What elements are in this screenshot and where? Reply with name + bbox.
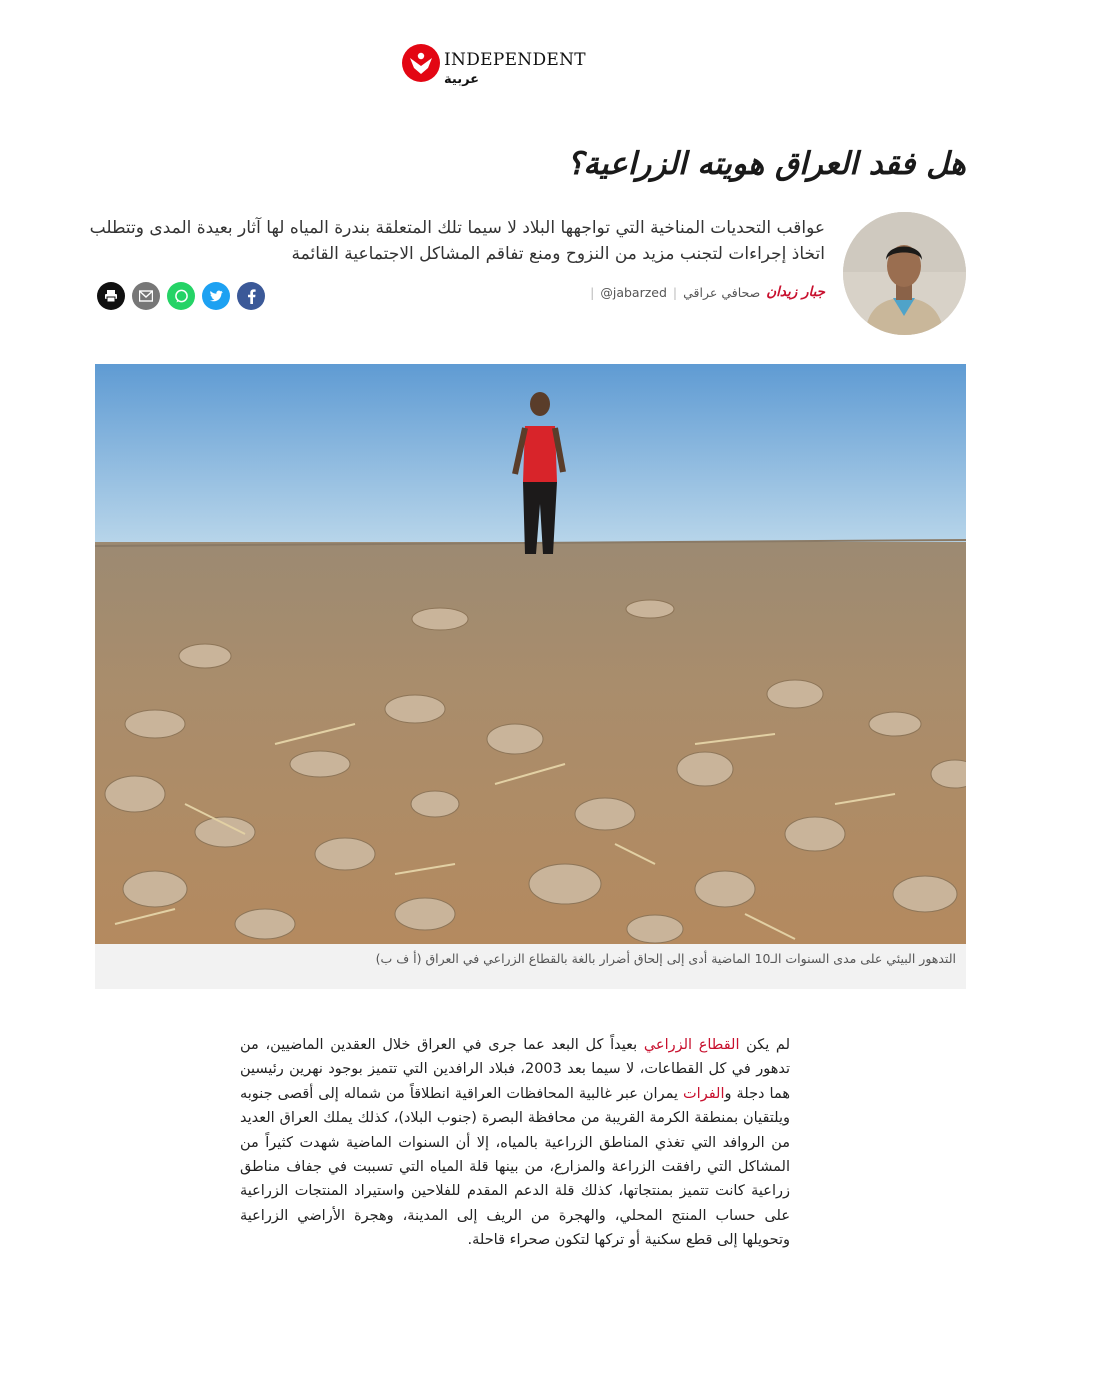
whatsapp-icon[interactable]: [167, 282, 195, 310]
hero-image: [95, 364, 966, 944]
twitter-icon[interactable]: [202, 282, 230, 310]
author-name[interactable]: جبار زيدان: [766, 284, 825, 300]
author-twitter-handle[interactable]: @jabarzed: [600, 284, 667, 300]
author-role: صحافي عراقي: [683, 284, 761, 300]
site-logo[interactable]: [402, 44, 602, 92]
facebook-icon[interactable]: [237, 282, 265, 310]
eagle-logo-icon: [402, 44, 440, 82]
author-avatar[interactable]: [843, 212, 966, 335]
article-body-paragraph: [240, 1033, 790, 1253]
image-caption-box: [95, 944, 966, 989]
euphrates-link[interactable]: الفرات: [683, 1085, 725, 1102]
body-text: يمران عبر غالبية المحافظات العراقية انطلاقاً من شماله إلى أقصى جنوبه ويلتقيان بمنطقة الكرمة القريبة من محافظة البصرة (جنوب البلاد)، كذلك يملك العراق العديد من الروافد التي تغذي المناطق الزراعية بالمياه، إلا أن السنوات الماضية شهدت كثيراً من المشاكل التي رافقت الزراعة والمزارع، من بينها قلة المياه التي تسببت في جفاف مناطق زراعية كانت تتميز بمنتجاتها، كذلك قلة الدعم المقدم للفلاحين واستيراد المنتجات الزراعية على حساب المنتج المحلي، والهجرة من الريف إلى المدينة، وهجرة الأراضي الزراعية وتحويلها إلى قطع سكنية أو تركها لتكون صحراء قاحلة.: [240, 1085, 790, 1249]
body-text: لم يكن: [739, 1037, 790, 1053]
agricultural-sector-link[interactable]: القطاع الزراعي: [643, 1037, 740, 1053]
print-icon[interactable]: [97, 282, 125, 310]
byline-divider: |: [590, 284, 595, 300]
email-icon[interactable]: [132, 282, 160, 310]
article-title: هل فقد العراق هويته الزراعية؟: [566, 146, 966, 182]
logo-text-ar: عربية: [444, 72, 480, 87]
article-summary: عواقب التحديات المناخية التي تواجهها البلاد لا سيما تلك المتعلقة بندرة المياه لها آثار بعيدة المدى وتتطلب اتخاذ إجراءات لتجنب مزيد من النزوح ومنع تفاقم المشاكل الاجتماعية القائمة: [89, 218, 825, 264]
share-bar: [97, 282, 265, 310]
image-caption: التدهور البيئي على مدى السنوات الـ10 الماضية أدى إلى إلحاق أضرار بالغة بالقطاع الزراعي في العراق (أ ف ب): [375, 951, 956, 966]
byline-divider: |: [672, 284, 678, 300]
logo-text-en: INDEPENDENT: [444, 50, 586, 70]
byline: [590, 284, 825, 300]
body-text: بعيداً كل البعد عما جرى في العراق خلال العقدين الماضيين، من تدهور في كل القطاعات، لا سيما بعد 2003، فبلاد الرافدين التي تتميز بوجود نهرين رئيسين هما دجلة و: [240, 1037, 790, 1102]
